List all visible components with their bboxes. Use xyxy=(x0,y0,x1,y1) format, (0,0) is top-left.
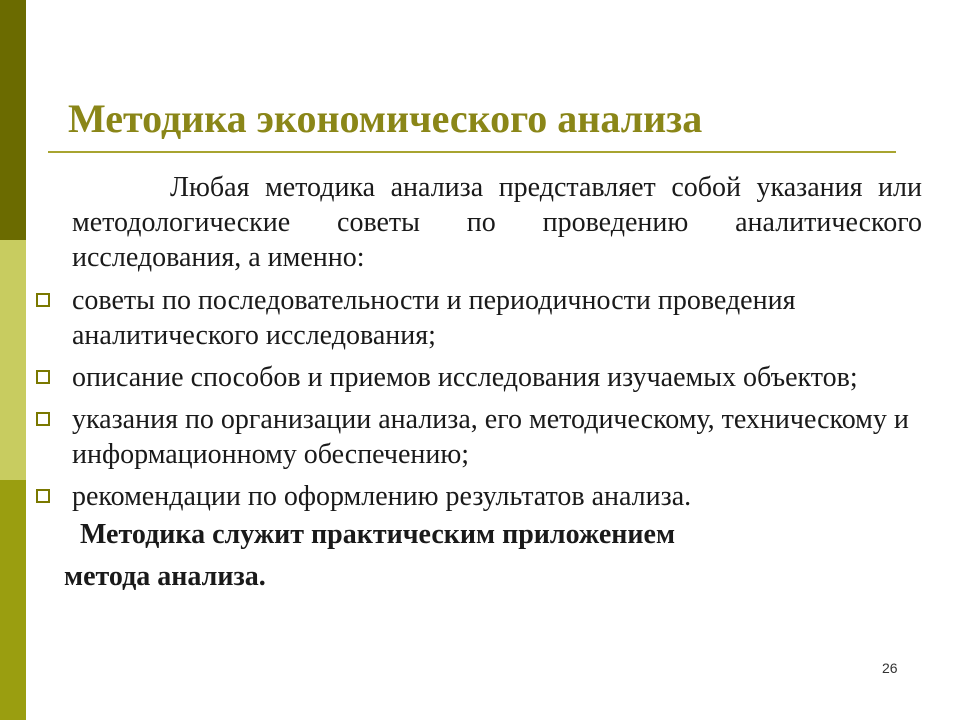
slide-title: Методика экономического анализа xyxy=(68,95,703,141)
sidebar-segment-mid xyxy=(0,480,26,720)
conclusion-line-2: метода анализа. xyxy=(64,561,266,592)
list-item-text: описание способов и приемов исследования изучаемых объектов; xyxy=(72,362,858,393)
list-item-text: советы по последовательности и периодичности проведения аналитического исследования; xyxy=(72,285,796,351)
hollow-square-bullet-icon xyxy=(36,489,50,503)
list-item xyxy=(72,402,922,472)
list-item xyxy=(72,360,922,395)
sidebar-segment-light xyxy=(0,240,26,480)
hollow-square-bullet-icon xyxy=(36,293,50,307)
slide-content xyxy=(64,170,922,598)
list-item-text: рекомендации по оформлению результатов анализа. xyxy=(72,481,692,512)
title-underline xyxy=(48,151,896,153)
sidebar-stripe xyxy=(0,0,26,720)
hollow-square-bullet-icon xyxy=(36,370,50,384)
conclusion-line-1: Методика служит практическим приложением xyxy=(80,519,676,550)
list-item xyxy=(72,283,922,353)
intro-paragraph: Любая методика анализа представляет собой указания или методологические советы по проведению аналитического исследования, а именно: xyxy=(72,172,922,273)
conclusion-statement xyxy=(64,514,922,598)
bullet-list xyxy=(72,283,922,514)
hollow-square-bullet-icon xyxy=(36,412,50,426)
sidebar-segment-dark xyxy=(0,0,26,240)
list-item-text: указания по организации анализа, его методическому, техническому и информационному обеспечению; xyxy=(72,404,909,470)
list-item xyxy=(72,479,922,514)
page-number: 26 xyxy=(882,660,898,676)
